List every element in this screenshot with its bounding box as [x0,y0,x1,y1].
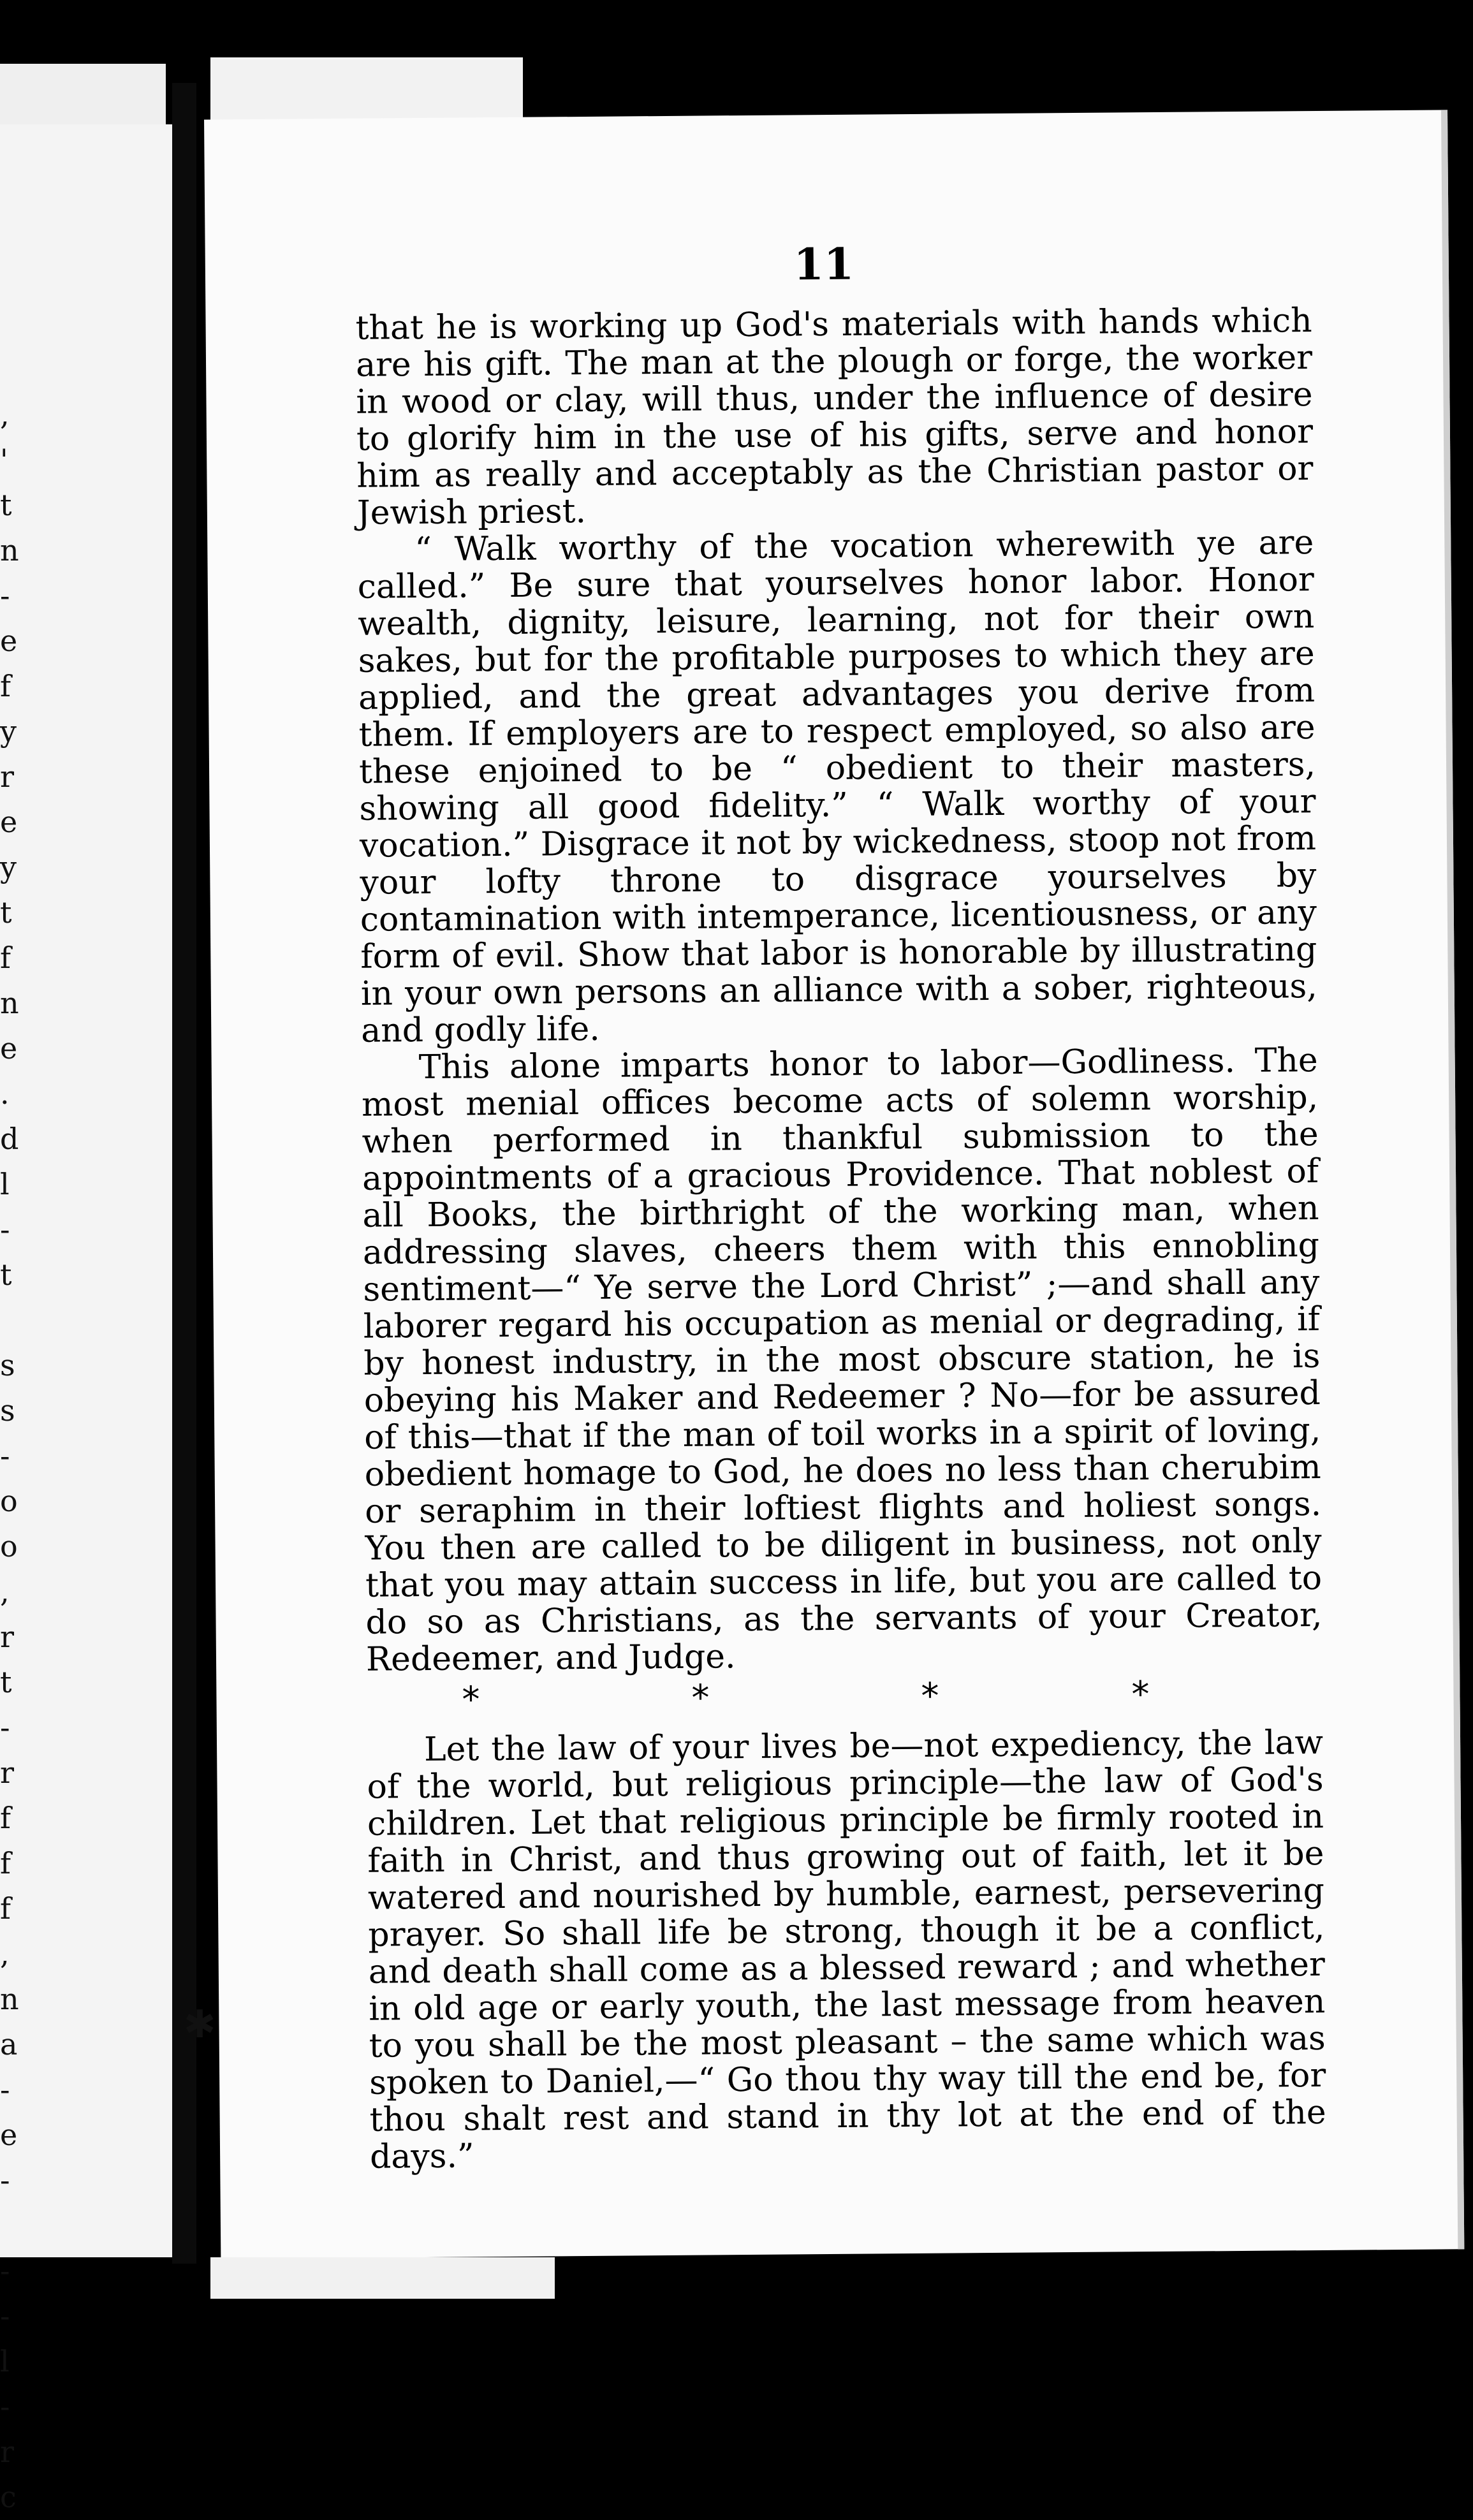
facing-page [0,124,195,2514]
book-spine [172,83,196,2264]
asterisk-mark: * [462,1679,480,1721]
left-page-tab [0,64,166,128]
binding-thread: ✱ [184,2002,216,2047]
facing-page-bleed-text: , ' t n - e f y r e y t f n e . d l - t s s - o o , r t - r f f f , n a - e - - - l - r c [0,397,19,2514]
asterisk-mark: * [691,1677,710,1719]
section-break [366,1671,1323,1732]
paragraph-1: that he is working up God's materials with hands which are his gift. The man at the plough or forge, the worker in wood or clay, will thus, under the influence of desire to glorify him in the use of his gifts, serve and honor him as really and acceptably as the Christian pastor or Jewish priest. [355,302,1314,532]
document-page [204,110,1464,2259]
page-number: 11 [793,238,854,291]
asterisk-mark: * [921,1675,939,1717]
paragraph-4: Let the law of your lives be—not expediency, the law of the world, but religious principle—the law of God's children. Let that religious principle be firmly rooted in faith in Christ, and thus growing out of faith, let it be watered and nourished by humble, earnest, persevering prayer. So shall life be strong, though it be a conflict, and death shall come as a blessed reward ; and whether in old age or early youth, the last message from heaven to you shall be the most pleasant – the same which was spoken to Daniel,—“ Go thou thy way till the end be, for thou shalt rest and stand in thy lot at the end of the days.” [367,1723,1326,2176]
body-text [355,302,1326,2176]
top-paper-tab [210,57,523,121]
asterisk-mark: * [1131,1674,1150,1716]
paragraph-3: This alone imparts honor to labor—Godliness. The most menial offices become acts of solemn worship, when performed in thankful submission to the appointments of a gracious Providence. That noblest of all Books, the birthright of the working man, when addressing slaves, cheers them with this ennobling sentiment—“ Ye serve the Lord Christ” ;—and shall any laborer regard his occupation as menial or degrading, if by honest industry, in the most obscure station, he is obeying his Maker and Redeemer ? No—for be assured of this—that if the man of toil works in a spirit of loving, obedient homage to God, he does no less than cherubim or seraphim in their loftiest flights and holiest songs. You then are called to be diligent in business, not only that you may attain success in life, but you are called to do so as Christians, as the servants of your Creator, Redeemer, and Judge. [361,1041,1323,1679]
paragraph-2: “ Walk worthy of the vocation wherewith ye are called.” Be sure that yourselves honor labor. Honor wealth, dignity, leisure, learning, not for their own sakes, but for the profitable purposes to which they are applied, and the great advantages you derive from them. If employers are to respect employed, so also are these enjoined to be “ obedient to their masters, showing all good fidelity.” “ Walk worthy of your vocation.” Disgrace it not by wickedness, stoop not from your lofty throne to disgrace yourselves by contamination with intemperance, licentiousness, or any form of evil. Show that labor is honorable by illustrating in your own persons an alliance with a sober, righteous, and godly life. [357,524,1317,1050]
bottom-paper-tab [210,2257,555,2299]
